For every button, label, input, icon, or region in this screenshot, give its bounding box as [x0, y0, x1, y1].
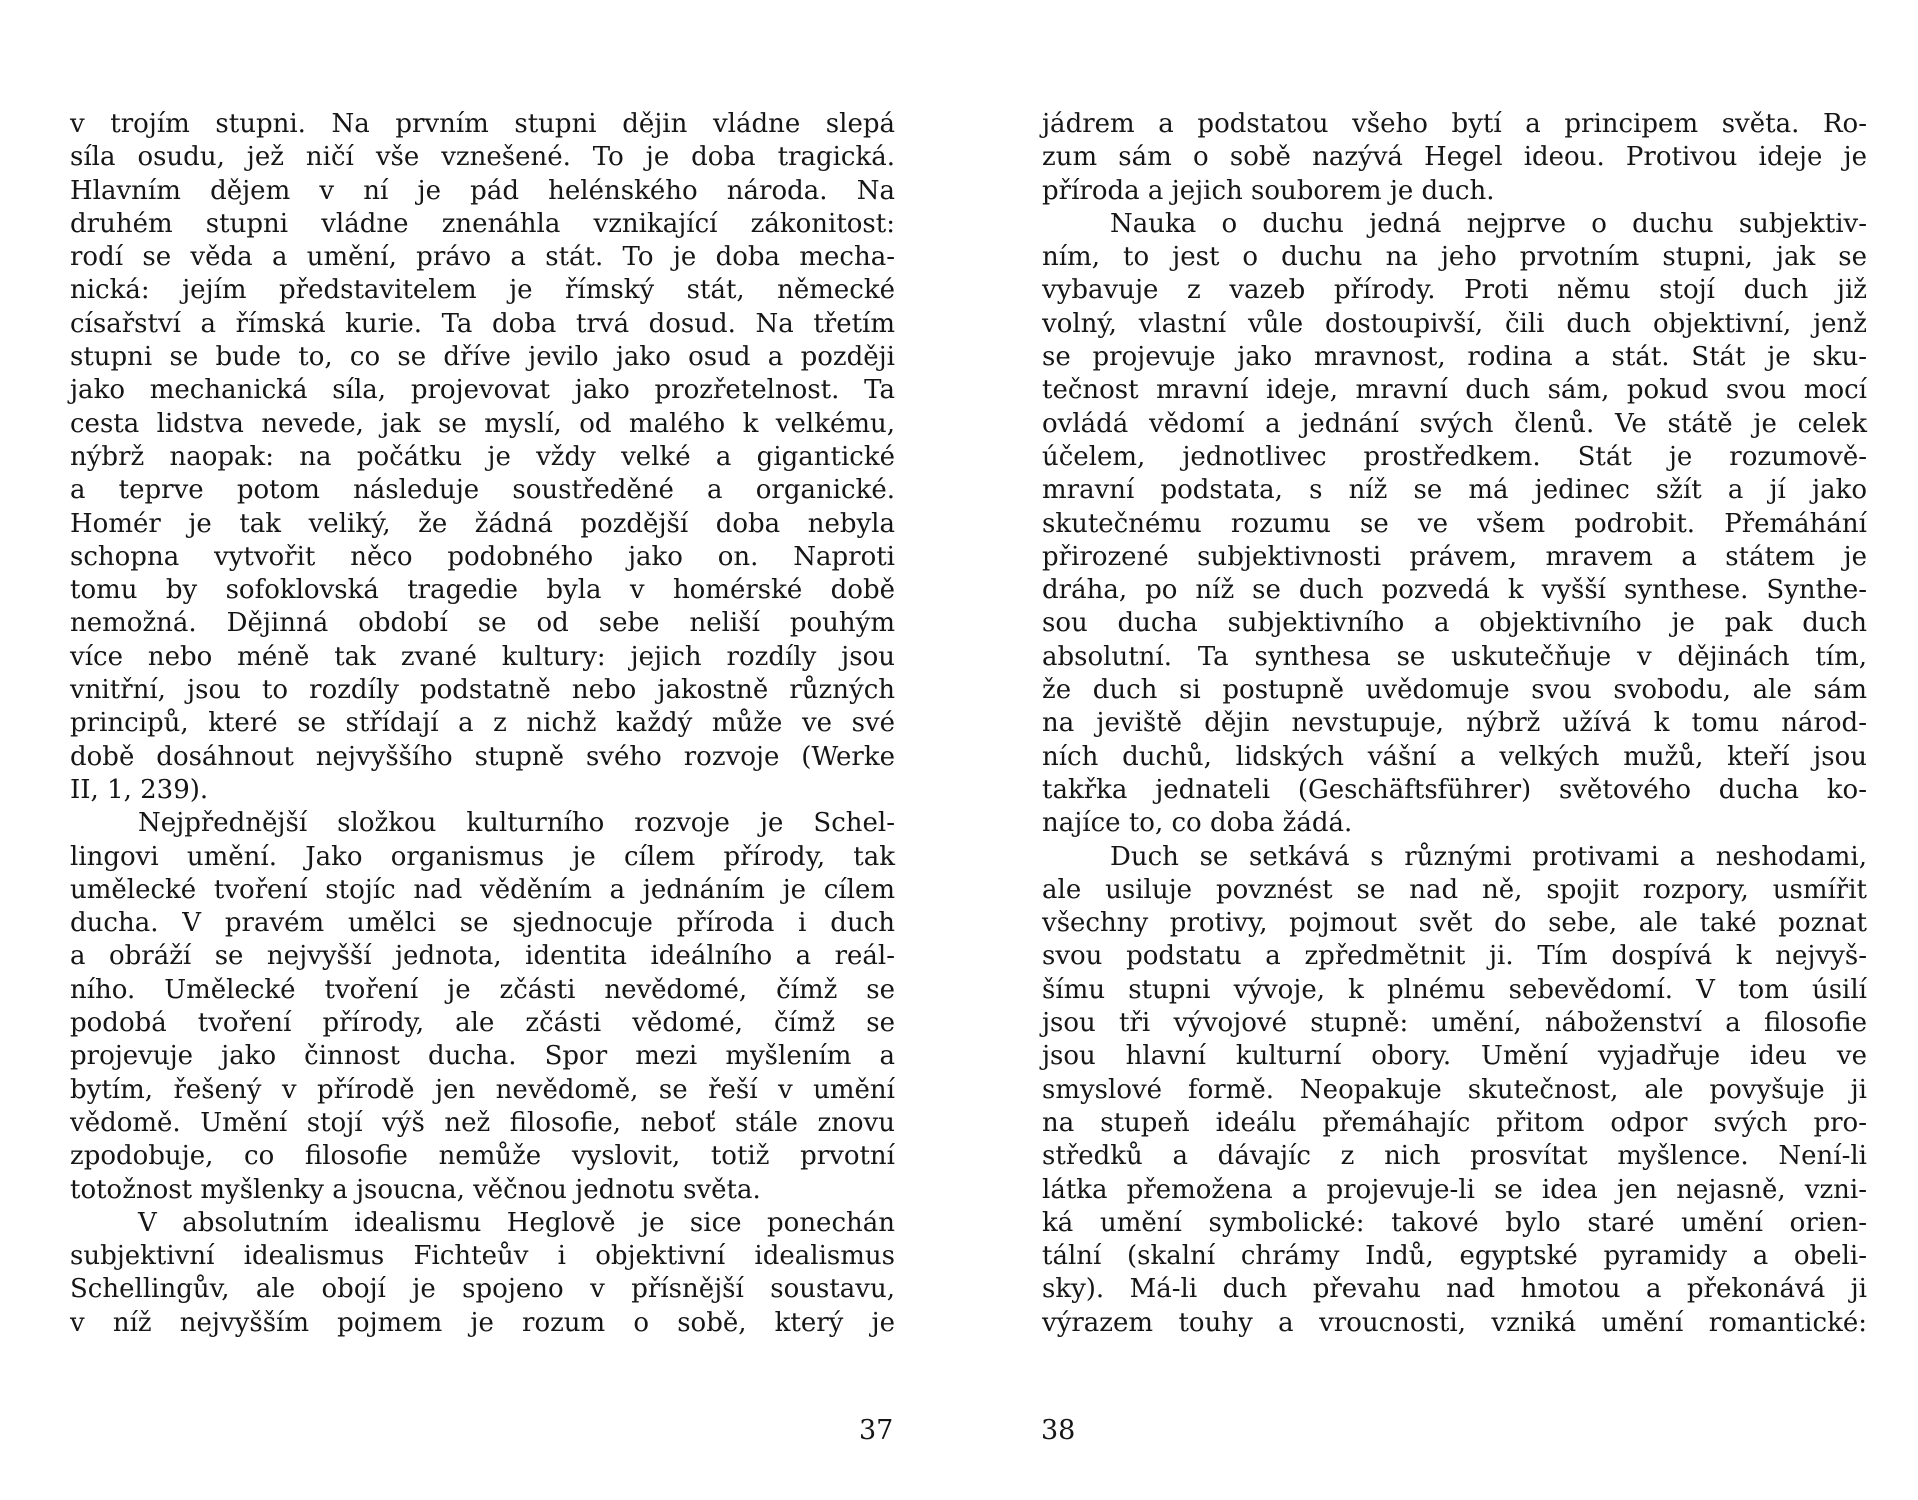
text-line: smyslové formě. Neopakuje skutečnost, ale povyšuje ji	[1042, 1074, 1867, 1105]
text-line: ního. Umělecké tvoření je zčásti nevědomé, čímž se	[70, 974, 895, 1005]
text-line: císařství a římská kurie. Ta doba trvá dosud. Na třetím	[70, 308, 895, 339]
text-line: nýbrž naopak: na počátku je vždy velké a gigantické	[70, 441, 895, 472]
text-line: ale usiluje povznést se nad ně, spojit rozpory, usmířit	[1042, 874, 1867, 905]
text-line: svou podstatu a zpředmětnit ji. Tím dospívá k nejvyš-	[1042, 941, 1867, 972]
text-line: ních duchů, lidských vášní a velkých mužů, kteří jsou	[1042, 741, 1867, 772]
text-line: tální (skalní chrámy Indů, egyptské pyramidy a obeli-	[1042, 1241, 1867, 1272]
text-line: jádrem a podstatou všeho bytí a principem světa. Ro-	[1042, 109, 1867, 139]
text-line: šímu stupni vývoje, k plnému sebevědomí. V tom úsilí	[1042, 974, 1867, 1005]
text-line: zum sám o sobě nazývá Hegel ideou. Protivou ideje je	[1042, 142, 1867, 173]
text-line: v níž nejvyšším pojmem je rozum o sobě, který je	[70, 1307, 895, 1338]
left-page-text	[70, 108, 895, 1340]
text-line: na jeviště dějin nevstupuje, nýbrž užívá k tomu národ-	[1042, 708, 1867, 739]
text-line: vědomě. Umění stojí výš než filosofie, neboť stále znovu	[70, 1107, 895, 1138]
text-line: takřka jednateli (Geschäftsführer) světového ducha ko-	[1042, 774, 1867, 805]
text-line: Schellingův, ale obojí je spojeno v přísnější soustavu,	[70, 1274, 895, 1305]
text-line: síla osudu, jež ničí vše vznešené. To je doba tragická.	[70, 142, 895, 173]
text-line: subjektivní idealismus Fichteův i objektivní idealismus	[70, 1241, 895, 1272]
text-line: absolutní. Ta synthesa se uskutečňuje v dějinách tím,	[1042, 641, 1867, 672]
text-line: Nejpřednější složkou kulturního rozvoje je Schel-	[138, 808, 895, 839]
text-line: totožnost myšlenky a jsoucna, věčnou jednotu světa.	[70, 1174, 761, 1205]
text-line: podobá tvoření přírody, ale zčásti vědomé, čímž se	[70, 1008, 895, 1039]
text-line: sou ducha subjektivního a objektivního je pak duch	[1042, 608, 1867, 639]
text-line: ním, to jest o duchu na jeho prvotním stupni, jak se	[1042, 242, 1867, 273]
text-line: a obráží se nejvyšší jednota, identita ideálního a reál-	[70, 941, 895, 972]
text-line: mravní podstata, s níž se má jedinec sžít a jí jako	[1042, 475, 1867, 506]
page-number-right: 38	[1041, 1415, 1076, 1446]
page-number-left: 37	[859, 1415, 894, 1446]
text-line: Nauka o duchu jedná nejprve o duchu subjektiv-	[1110, 208, 1867, 239]
text-line: druhém stupni vládne znenáhla vznikající zákonitost:	[70, 208, 895, 239]
text-line: všechny protivy, pojmout svět do sebe, ale také poznat	[1042, 908, 1867, 939]
text-line: projevuje jako činnost ducha. Spor mezi myšlením a	[70, 1041, 895, 1072]
text-line: schopna vytvořit něco podobného jako on. Naproti	[70, 541, 895, 572]
text-line: jsou tři vývojové stupně: umění, náboženství a filosofie	[1042, 1008, 1867, 1039]
text-line: sky). Má-li duch převahu nad hmotou a překonává ji	[1042, 1274, 1867, 1305]
text-line: jsou hlavní kulturní obory. Umění vyjadřuje ideu ve	[1042, 1041, 1867, 1072]
text-line: V absolutním idealismu Heglově je sice ponechán	[138, 1207, 895, 1238]
text-line: tomu by sofoklovská tragedie byla v homérské době	[70, 575, 895, 606]
text-line: Homér je tak veliký, že žádná pozdější doba nebyla	[70, 508, 895, 539]
text-line: přirozené subjektivnosti právem, mravem a státem je	[1042, 541, 1867, 572]
text-line: době dosáhnout nejvyššího stupně svého rozvoje (Werke	[70, 741, 895, 772]
text-line: ká umění symbolické: takové bylo staré umění orien-	[1042, 1207, 1867, 1238]
text-line: rodí se věda a umění, právo a stát. To je doba mecha-	[70, 242, 895, 273]
text-line: jako mechanická síla, projevovat jako prozřetelnost. Ta	[70, 375, 895, 406]
text-line: na stupeň ideálu přemáhajíc přitom odpor svých pro-	[1042, 1107, 1867, 1138]
text-line: výrazem touhy a vroucnosti, vzniká umění romantické:	[1042, 1307, 1867, 1338]
text-line: zpodobuje, co filosofie nemůže vyslovit, totiž prvotní	[70, 1141, 895, 1172]
text-line: ducha. V pravém umělci se sjednocuje příroda i duch	[70, 908, 895, 939]
text-line: najíce to, co doba žádá.	[1042, 808, 1353, 839]
text-line: Hlavním dějem v ní je pád helénského národa. Na	[70, 175, 895, 206]
text-line: principů, které se střídají a z nichž každý může ve své	[70, 708, 895, 739]
text-line: vybavuje z vazeb přírody. Proti němu stojí duch již	[1042, 275, 1867, 306]
text-line: II, 1, 239).	[70, 774, 209, 805]
text-line: bytím, řešený v přírodě jen nevědomě, se řeší v umění	[70, 1074, 895, 1105]
text-line: v trojím stupni. Na prvním stupni dějin vládne slepá	[70, 109, 895, 139]
text-line: dráha, po níž se duch pozvedá k vyšší synthese. Synthe-	[1042, 575, 1867, 606]
right-page	[1042, 108, 1867, 1340]
text-line: lingovi umění. Jako organismus je cílem přírody, tak	[70, 841, 895, 872]
text-line: příroda a jejich souborem je duch.	[1042, 175, 1495, 206]
text-line: středků a dávajíc z nich prosvítat myšlence. Není-li	[1042, 1141, 1867, 1172]
text-line: volný, vlastní vůle dostoupivší, čili duch objektivní, jenž	[1042, 308, 1867, 339]
right-page-text	[1042, 108, 1867, 1340]
text-line: Duch se setkává s různými protivami a neshodami,	[1110, 841, 1867, 872]
text-line: nická: jejím představitelem je římský stát, německé	[70, 275, 895, 306]
text-line: účelem, jednotlivec prostředkem. Stát je rozumově-	[1042, 441, 1867, 472]
text-line: tečnost mravní ideje, mravní duch sám, pokud svou mocí	[1042, 375, 1867, 406]
text-line: se projevuje jako mravnost, rodina a stát. Stát je sku-	[1042, 342, 1867, 373]
text-line: ovládá vědomí a jednání svých členů. Ve státě je celek	[1042, 408, 1867, 439]
text-line: stupni se bude to, co se dříve jevilo jako osud a později	[70, 342, 895, 373]
text-line: vnitřní, jsou to rozdíly podstatně nebo jakostně různých	[70, 675, 895, 706]
text-line: cesta lidstva nevede, jak se myslí, od malého k velkému,	[70, 408, 895, 439]
text-line: že duch si postupně uvědomuje svou svobodu, ale sám	[1042, 675, 1867, 706]
text-line: látka přemožena a projevuje-li se idea jen nejasně, vzni-	[1042, 1174, 1867, 1205]
text-line: více nebo méně tak zvané kultury: jejich rozdíly jsou	[70, 641, 895, 672]
text-line: umělecké tvoření stojíc nad věděním a jednáním je cílem	[70, 874, 895, 905]
text-line: nemožná. Dějinná období se od sebe neliší pouhým	[70, 608, 895, 639]
text-line: a teprve potom následuje soustředěné a organické.	[70, 475, 895, 506]
left-page	[70, 108, 895, 1340]
text-line: skutečnému rozumu se ve všem podrobit. Přemáhání	[1042, 508, 1867, 539]
